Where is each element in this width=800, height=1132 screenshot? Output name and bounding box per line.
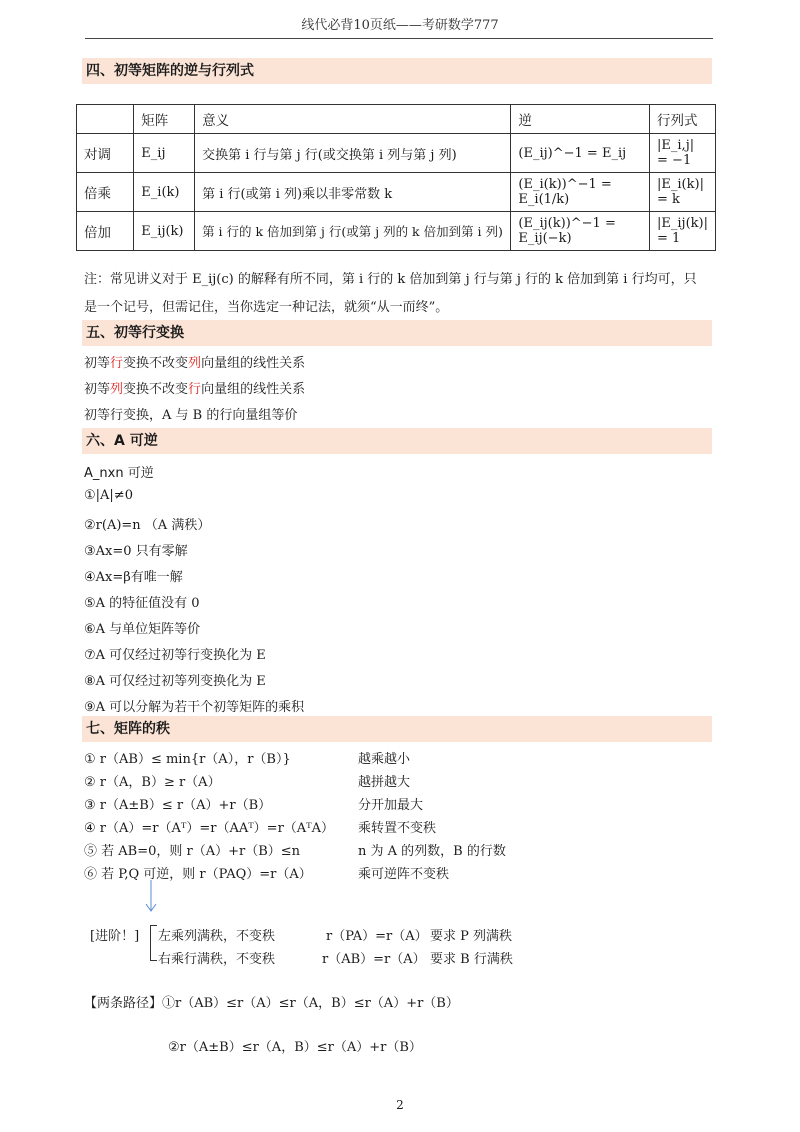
determinant-cell: |E_ij(k)| = 1: [650, 212, 716, 251]
highlight-column: 列: [188, 356, 202, 371]
rank-note: 越乘越小: [358, 752, 411, 767]
invertible-item: ③Ax=0 只有零解: [84, 544, 188, 559]
row-op-line-3: 初等行变换，A 与 B 的行向量组等价: [84, 408, 298, 423]
invertible-item: ①|A|≠0: [84, 488, 133, 503]
rank-note: n 为 A 的列数，B 的行数: [358, 844, 506, 859]
advanced-condition: 右乘行满秩，不变秩: [158, 952, 276, 967]
highlight-column: 列: [110, 382, 124, 397]
advanced-condition: 左乘列满秩，不变秩: [158, 929, 276, 944]
row-name: 倍乘: [77, 173, 134, 212]
section-7-heading: 七、矩阵的秩: [82, 716, 712, 742]
matrix-cell: E_i(k): [134, 173, 195, 212]
highlight-row: 行: [110, 356, 124, 371]
text-segment: 初等: [84, 382, 111, 397]
advanced-equation: r（PA）=r（A）: [326, 929, 428, 944]
invertible-item: ⑦A 可仅经过初等行变换化为 E: [84, 648, 266, 663]
table-header-cell: 逆: [511, 105, 650, 134]
rank-note: 乘转置不变秩: [358, 821, 437, 836]
header-rule: [85, 38, 713, 39]
meaning-cell: 交换第 i 行与第 j 行(或交换第 i 列与第 j 列): [195, 134, 511, 173]
meaning-cell: 第 i 行的 k 倍加到第 j 行(或第 j 列的 k 倍加到第 i 列): [195, 212, 511, 251]
matrix-cell: E_ij(k): [134, 212, 195, 251]
text-segment: 向量组的线性关系: [201, 356, 306, 371]
rank-note: 分开加最大: [358, 798, 424, 813]
text-segment: 初等: [84, 356, 111, 371]
rank-formula: ② r（A，B）≥ r（A）: [84, 775, 221, 790]
page-header-title: 线代必背10页纸——考研数学777: [301, 18, 499, 33]
note-line-2: 是一个记号，但需记住，当你选定一种记法，就须“从一而终”。: [84, 300, 449, 315]
table-header-cell: [77, 105, 134, 134]
inverse-cell: (E_ij(k))^−1 = E_ij(−k): [511, 212, 650, 251]
rank-formula: ① r（AB）≤ min{r（A），r（B）}: [84, 752, 291, 767]
invertible-item: ⑧A 可仅经过初等列变换化为 E: [84, 674, 266, 689]
table-header-row: [77, 105, 716, 134]
down-arrow-icon: [144, 880, 158, 914]
invertible-item: ②r(A)=n （A 满秩）: [84, 518, 211, 533]
rank-note: 乘可逆阵不变秩: [358, 867, 450, 882]
inverse-cell: (E_i(k))^−1 = E_i(1/k): [511, 173, 650, 212]
invertible-item: ⑥A 与单位矩阵等价: [84, 622, 201, 637]
determinant-cell: |E_i,j| = −1: [650, 134, 716, 173]
rank-path-2: ②r（A±B）≤r（A，B）≤r（A）+r（B）: [168, 1040, 422, 1055]
table-header-cell: 矩阵: [134, 105, 195, 134]
section-6-heading: 六、A 可逆: [82, 428, 712, 454]
advanced-requirement: 要求 B 行满秩: [430, 952, 513, 967]
elementary-matrix-table: [76, 104, 716, 251]
row-op-line-2: [84, 378, 305, 397]
highlight-row: 行: [188, 382, 202, 397]
row-op-line-1: [84, 352, 305, 371]
text-segment: 向量组的线性关系: [201, 382, 306, 397]
table-header-cell: 行列式: [650, 105, 716, 134]
invertible-intro: A_nxn 可逆: [84, 466, 154, 481]
table-row: [77, 173, 716, 212]
page-number: 2: [396, 1098, 404, 1112]
rank-formula: ⑥ 若 P,Q 可逆，则 r（PAQ）=r（A）: [84, 867, 312, 882]
determinant-cell: |E_i(k)| = k: [650, 173, 716, 212]
text-segment: 变换不改变: [123, 382, 189, 397]
matrix-cell: E_ij: [134, 134, 195, 173]
table-row: [77, 212, 716, 251]
advanced-requirement: 要求 P 列满秩: [430, 929, 513, 944]
rank-note: 越拼越大: [358, 775, 411, 790]
table-row: [77, 134, 716, 173]
invertible-item: ⑨A 可以分解为若干个初等矩阵的乘积: [84, 700, 305, 715]
row-name: 倍加: [77, 212, 134, 251]
rank-formula: ③ r（A±B）≤ r（A）+r（B）: [84, 798, 272, 813]
invertible-item: ④Ax=β有唯一解: [84, 570, 183, 585]
invertible-item: ⑤A 的特征值没有 0: [84, 596, 200, 611]
table-header-cell: 意义: [195, 105, 511, 134]
note-line-1: 注：常见讲义对于 E_ij(c) 的解释有所不同，第 i 行的 k 倍加到第 j 行与第 j 行的 k 倍加到第 i 行均可，只: [84, 272, 697, 287]
rank-path-1: 【两条路径】①r（AB）≤r（A）≤r（A，B）≤r（A）+r（B）: [84, 996, 459, 1011]
row-name: 对调: [77, 134, 134, 173]
advanced-equation: r（AB）=r（A）: [322, 952, 426, 967]
rank-formula: ⑤ 若 AB=0，则 r（A）+r（B）≤n: [84, 844, 301, 859]
meaning-cell: 第 i 行(或第 i 列)乘以非零常数 k: [195, 173, 511, 212]
section-5-heading: 五、初等行变换: [82, 320, 712, 346]
bracket-icon: [150, 925, 157, 961]
inverse-cell: (E_ij)^−1 = E_ij: [511, 134, 650, 173]
rank-formula: ④ r（A）=r（Aᵀ）=r（AAᵀ）=r（AᵀA）: [84, 821, 335, 836]
section-4-heading: 四、初等矩阵的逆与行列式: [82, 58, 712, 84]
text-segment: 变换不改变: [123, 356, 189, 371]
advanced-label: [进阶！]: [90, 929, 140, 944]
